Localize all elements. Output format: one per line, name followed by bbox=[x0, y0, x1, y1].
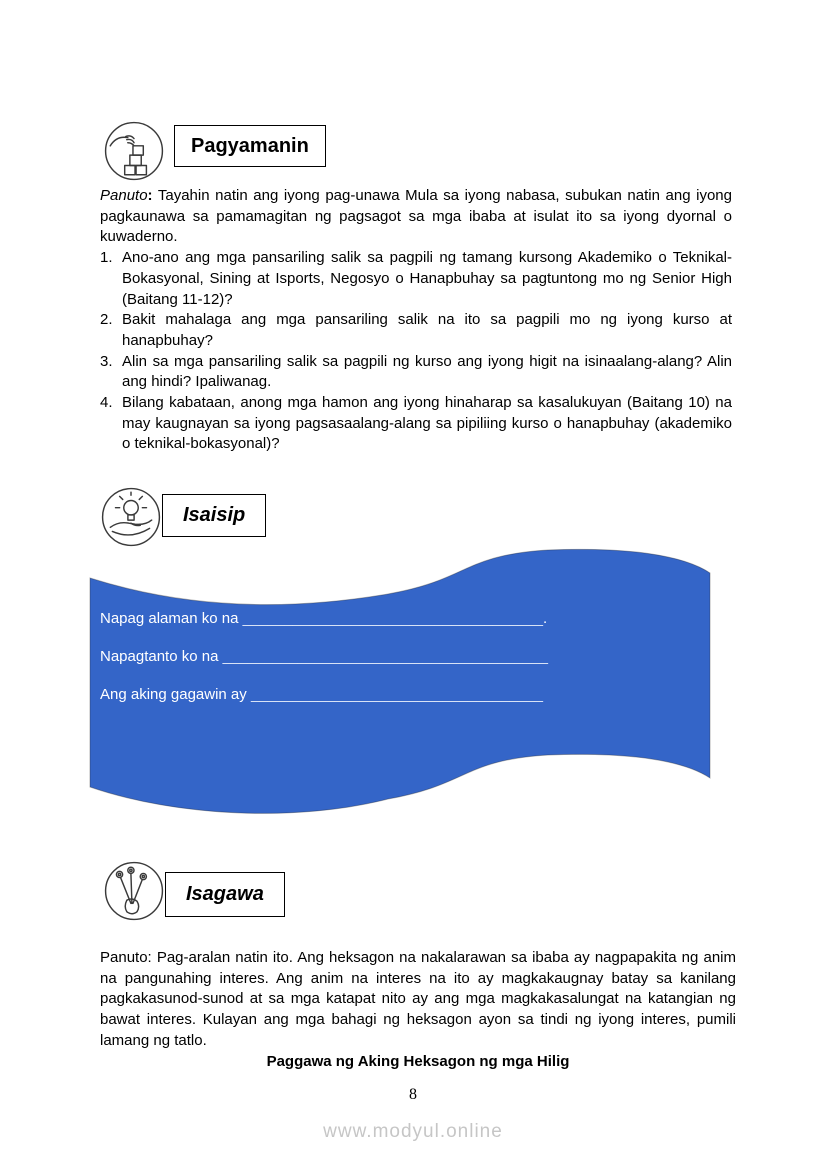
panuto-text: Tayahin natin ang iyong pag-unawa Mula sa iyong nabasa, subukan natin ang iyong pagkaunawa sa pamamagitan ng pagsagot sa mga ibaba at isulat ito sa iyong dyornal o kuwaderno. bbox=[100, 187, 732, 246]
question-text: Alin sa mga pansariling salik sa pagpili ng kurso ang iyong higit na isinaalang-alang? Alin ang hindi? Ipaliwanag. bbox=[122, 352, 732, 391]
reflection-label: Napag alaman ko na bbox=[100, 610, 243, 627]
question-text: Bilang kabataan, anong mga hamon ang iyong hinaharap sa kasalukuyan (Baitang 10) na may kaugnayan sa iyong pagsasaalang-alang sa pipiliing kurso o hanapbuhay (akademiko o teknikal-bokasyonal)? bbox=[122, 394, 732, 453]
hand-holding-flowers-icon bbox=[103, 860, 165, 922]
pagyamanin-body bbox=[100, 186, 732, 455]
reflection-suffix: . bbox=[542, 610, 548, 627]
isaisip-title: Isaisip bbox=[183, 504, 246, 526]
question-item bbox=[100, 310, 732, 351]
question-number: 4. bbox=[100, 394, 113, 412]
question-number: 3. bbox=[100, 352, 113, 370]
question-number: 1. bbox=[100, 249, 113, 267]
activity-title: Paggawa ng Aking Heksagon ng mga Hilig bbox=[266, 1052, 570, 1070]
hand-holding-lightbulb-icon bbox=[100, 486, 162, 548]
watermark: www.modyul.online bbox=[323, 1121, 503, 1142]
reflection-line bbox=[100, 686, 543, 703]
hand-stacking-blocks-icon bbox=[103, 120, 165, 182]
question-text: Ano-ano ang mga pansariling salik sa pagpili ng tamang kursong Akademiko o Teknikal-Bokasyonal, Sining at Isports, Negosyo o Hanapbuhay sa pagtuntong mo ng Senior High (Baitang 11-12)? bbox=[122, 249, 732, 308]
question-text: Bakit mahalaga ang mga pansariling salik na ito sa pagpili mo ng iyong kurso at hanapbuhay? bbox=[122, 311, 732, 349]
question-item bbox=[100, 352, 732, 393]
wave-ribbon-shape bbox=[88, 547, 712, 820]
panuto-label: Panuto bbox=[100, 187, 148, 204]
fill-in-blank: ____________________________________ bbox=[242, 610, 543, 627]
panuto-colon: : bbox=[147, 187, 153, 204]
question-number: 2. bbox=[100, 311, 113, 329]
isagawa-header-box bbox=[165, 872, 285, 917]
isagawa-title: Isagawa bbox=[186, 883, 264, 905]
reflection-line bbox=[100, 648, 548, 665]
page-number: 8 bbox=[409, 1086, 417, 1103]
pagyamanin-header-box bbox=[174, 125, 326, 167]
reflection-label: Napagtanto ko na bbox=[100, 648, 223, 665]
reflection-line bbox=[100, 610, 547, 627]
question-item bbox=[100, 393, 732, 455]
question-item bbox=[100, 248, 732, 310]
fill-in-blank: ___________________________________ bbox=[250, 686, 543, 703]
fill-in-blank: _______________________________________ bbox=[222, 648, 548, 665]
reflection-label: Ang aking gagawin ay bbox=[100, 686, 251, 703]
pagyamanin-title: Pagyamanin bbox=[191, 134, 309, 157]
pagyamanin-panuto bbox=[100, 186, 732, 248]
isagawa-panuto: Panuto: Pag-aralan natin ito. Ang heksagon na nakalarawan sa ibaba ay nagpapakita ng anim na pangunahing interes. Ang anim na interes na ito ay magkakaugnay batay sa kanilang pagkakasunod-sunod at sa mga katapat nito ay ang mga magkakasalungat na katangian ng bawat interes. Kulayan ang mga bahagi ng heksagon ayon sa tindi ng iyong interes, pumili lamang ng tatlo. bbox=[100, 949, 736, 1049]
isagawa-body bbox=[100, 948, 736, 1072]
isaisip-header-box bbox=[162, 494, 266, 537]
